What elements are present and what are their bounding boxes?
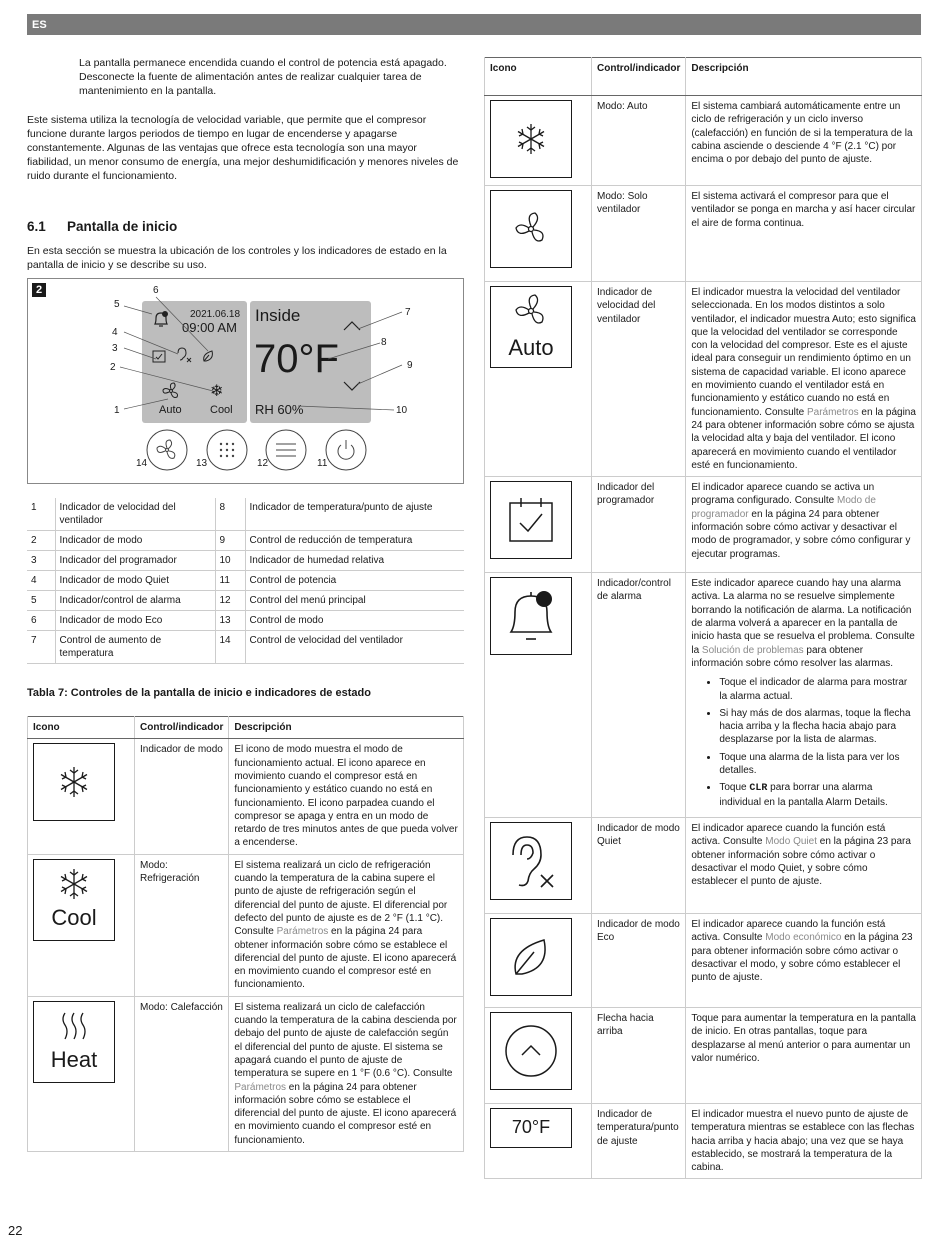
status-table-left xyxy=(27,716,464,1152)
table-row xyxy=(485,282,922,477)
snowflake-icon xyxy=(33,859,115,941)
calendar-check-icon xyxy=(490,481,572,559)
cross-reference-link[interactable]: Modo Quiet xyxy=(765,836,817,848)
legend-number: 3 xyxy=(27,551,55,571)
col-icon: Icono xyxy=(28,717,135,739)
legend-number: 14 xyxy=(215,631,245,664)
figure-legend xyxy=(27,498,464,664)
cross-reference-link[interactable]: Parámetros xyxy=(806,406,859,418)
home-screen-figure xyxy=(27,278,464,484)
description-cell xyxy=(229,739,464,854)
temperature-readout xyxy=(490,1108,572,1148)
legend-number: 6 xyxy=(27,611,55,631)
row-description: El indicador muestra la velocidad del ventilador seleccionada. En los modos distintos a solo ventilador, el indicador muestra Auto; esto significa que la velocidad del ventilador se corresponde con la velocidad del compresor. Este es el ajuste ideal para conseguir un rendimiento óptimo en un sistema de capacidad variable. El icono aparece en movimiento cuando el ventilador está en funcionamiento y estático cuando no está en funcionamiento. Consulte xyxy=(691,287,916,418)
cross-reference-link[interactable]: Parámetros xyxy=(276,926,329,938)
row-description: El sistema activará el compresor para que el ventilador se ponga en marcha y así hacer circular el aire de forma continua. xyxy=(691,191,916,229)
icon-cell xyxy=(485,282,592,477)
bullet-item: • Si hay más de dos alarmas, toque la flecha hacia arriba y la flecha hacia abajo para desplazarse por la lista de alarmas. xyxy=(719,707,916,747)
callout-7: 7 xyxy=(405,307,411,319)
fan-speed-label: Auto xyxy=(159,404,182,417)
row-description: Este indicador aparece cuando hay una alarma activa. La alarma no se resuelve simplemente borrando la notificación de alarma. La notificación de alarma volverá a aparecer en la pantalla de inicio hasta que se resuelva el problema. Consulte la xyxy=(691,578,915,656)
callout-1: 1 xyxy=(114,405,120,417)
icon-cell xyxy=(485,913,592,1007)
row-description: Toque para aumentar la temperatura en la pantalla de inicio. En otras pantallas, toque para desplazarse al menú anterior o para aumentar un valor numérico. xyxy=(691,1012,916,1064)
row-description: El indicador muestra el nuevo punto de ajuste de temperatura mientras se establece con las flechas hacia arriba y hacia abajo; una vez que se haya establecido, se mostrará la temperatura de la cabina. xyxy=(691,1108,915,1174)
control-name: Modo: Calefacción xyxy=(135,996,229,1151)
legend-row xyxy=(27,571,464,591)
col-description: Descripción xyxy=(686,58,922,96)
bullet-item: • Toque una alarma de la lista para ver los detalles. xyxy=(719,751,916,778)
callout-6: 6 xyxy=(153,285,159,297)
control-name: Flecha hacia arriba xyxy=(592,1007,686,1103)
control-name: Modo: Auto xyxy=(592,96,686,186)
snowflake-icon xyxy=(33,743,115,821)
icon-cell xyxy=(28,996,135,1151)
legend-description: Control de velocidad del ventilador xyxy=(245,631,464,664)
row-description: El indicador aparece cuando la función está activa. Consulte xyxy=(691,822,886,848)
row-description: El indicador aparece cuando se activa un programa configurado. Consulte xyxy=(691,482,875,507)
section-title: Pantalla de inicio xyxy=(67,218,178,234)
table-row xyxy=(485,1103,922,1178)
description-cell xyxy=(229,854,464,996)
bullet-item: • Toque el indicador de alarma para mostrar la alarma actual. xyxy=(719,676,916,703)
row-description: El sistema realizará un ciclo de calefacción cuando la temperatura de la cabina descienda por debajo del punto de ajuste de calefacción según el diferencial del punto de ajuste. El sistema se apagará cuando el punto de ajuste de temperatura se supere en 1 °F (0.6 °C). Consulte xyxy=(234,1001,457,1080)
screen-time: 09:00 AM xyxy=(182,320,237,336)
chevron-up-circle-icon xyxy=(490,1012,572,1090)
callout-12: 12 xyxy=(257,458,269,470)
row-description: El sistema realizará un ciclo de refrigeración cuando la temperatura de la cabina supere el punto de ajuste de refrigeración según el diferencial del punto de ajuste. El diferencial por defecto del punto de ajuste es de 2 °F (1.1 °C). Consulte xyxy=(234,859,448,938)
callout-3: 3 xyxy=(112,343,118,355)
legend-description: Control del menú principal xyxy=(245,591,464,611)
cross-reference-link[interactable]: Modo económico xyxy=(765,932,842,944)
icon-cell xyxy=(28,739,135,854)
bullet-item xyxy=(719,781,916,809)
table-row xyxy=(485,477,922,573)
cross-reference-link[interactable]: Parámetros xyxy=(234,1081,287,1093)
table-caption: Tabla 7: Controles de la pantalla de inicio e indicadores de estado xyxy=(27,687,371,700)
description-cell xyxy=(686,573,922,818)
icon-label: Auto xyxy=(508,335,554,361)
legend-number: 9 xyxy=(215,531,245,551)
cross-reference-link[interactable]: Modo de programador xyxy=(691,495,876,520)
control-name: Indicador de temperatura/punto de ajuste xyxy=(592,1103,686,1178)
callout-11: 11 xyxy=(317,458,328,470)
intro-paragraph: Este sistema utiliza la tecnología de velocidad variable, que permite que el compresor funcione durante largos periodos de tiempo en lugar de encenderse y apagarse constantemente. Algunas de las ventajas que ofrece esta tecnología son una mayor fiabilidad, un menor consumo de energía, una mejor deshumidificación y menores niveles de ruido durante el funcionamiento. xyxy=(27,113,459,182)
legend-row xyxy=(27,591,464,611)
bullet-text: para borrar una alarma individual en la pantalla Alarm Details. xyxy=(719,782,888,808)
table-row xyxy=(28,996,464,1151)
control-name: Indicador de modo Quiet xyxy=(592,817,686,913)
callout-lines xyxy=(28,279,465,485)
legend-description: Control de potencia xyxy=(245,571,464,591)
language-code: ES xyxy=(32,19,47,31)
control-name: Indicador del programador xyxy=(592,477,686,573)
legend-description: Indicador de modo Quiet xyxy=(55,571,215,591)
fan-icon xyxy=(490,286,572,368)
description-cell xyxy=(686,1103,922,1178)
icon-cell xyxy=(485,96,592,186)
row-description: para obtener información sobre cómo resolver las alarmas. xyxy=(691,644,894,669)
bullet-text: Toque xyxy=(719,782,750,794)
description-cell xyxy=(686,186,922,282)
control-name: Indicador de modo Eco xyxy=(592,913,686,1007)
legend-row xyxy=(27,551,464,571)
clr-key: CLR xyxy=(749,783,768,795)
icon-cell xyxy=(485,1103,592,1178)
callout-9: 9 xyxy=(407,360,413,372)
icon-label: Heat xyxy=(50,1047,98,1073)
col-control: Control/indicador xyxy=(592,58,686,96)
icon-cell xyxy=(485,1007,592,1103)
callout-13: 13 xyxy=(196,458,208,470)
callout-10: 10 xyxy=(396,405,408,417)
legend-description: Control de modo xyxy=(245,611,464,631)
control-name: Modo: Solo ventilador xyxy=(592,186,686,282)
legend-description: Indicador de modo Eco xyxy=(55,611,215,631)
legend-description: Indicador de humedad relativa xyxy=(245,551,464,571)
table-row xyxy=(485,817,922,913)
section-number: 6.1 xyxy=(27,218,46,234)
row-description: El indicador aparece cuando la función está activa. Consulte xyxy=(691,918,886,944)
callout-5: 5 xyxy=(114,299,120,311)
icon-cell xyxy=(485,817,592,913)
eco-leaf-icon xyxy=(490,918,572,996)
callout-4: 4 xyxy=(112,327,118,339)
icon-cell xyxy=(485,573,592,818)
screen-date: 2021.06.18 xyxy=(190,309,241,321)
legend-number: 7 xyxy=(27,631,55,664)
icon-label: 70°F xyxy=(511,1116,551,1137)
legend-number: 10 xyxy=(215,551,245,571)
row-description: El icono de modo muestra el modo de funcionamiento actual. El icono aparece en movimiento cuando el compresor está en funcionamiento y estático cuando no está en funcionamiento. El icono parpadea cuando el compresor se apaga y entra en un modo de retardo de tres minutos antes de que pueda volver a encenderse. xyxy=(234,744,458,849)
control-name: Indicador de modo xyxy=(135,739,229,854)
callout-8: 8 xyxy=(381,337,387,349)
legend-description: Indicador de modo xyxy=(55,531,215,551)
row-description: en la página 24 para obtener información sobre cómo se ajusta la velocidad alta y baja del ventilador. El icono aparecerá en movimiento cuando el ventilador esté en funcionamiento. xyxy=(691,406,916,471)
control-name: Indicador/control de alarma xyxy=(592,573,686,818)
bullet-list xyxy=(691,676,916,809)
description-cell xyxy=(686,282,922,477)
description-cell xyxy=(686,1007,922,1103)
icon-cell xyxy=(485,186,592,282)
legend-description: Indicador de velocidad del ventilador xyxy=(55,498,215,531)
legend-number: 2 xyxy=(27,531,55,551)
row-description: en la página 23 para obtener información sobre cómo activar o desactivar el modo Quiet, y sobre cómo establecer el punto de ajuste. xyxy=(691,836,911,888)
mode-label: Cool xyxy=(210,404,233,417)
power-note: La pantalla permanece encendida cuando el control de potencia está apagado. Desconecte la fuente de alimentación antes de realizar cualquier tarea de mantenimiento en la pantalla. xyxy=(79,57,447,97)
col-description: Descripción xyxy=(229,717,464,739)
inside-label: Inside xyxy=(255,306,301,326)
legend-number: 5 xyxy=(27,591,55,611)
legend-description: Indicador de temperatura/punto de ajuste xyxy=(245,498,464,531)
table-row xyxy=(485,1007,922,1103)
description-cell xyxy=(229,996,464,1151)
legend-number: 11 xyxy=(215,571,245,591)
table-row xyxy=(28,739,464,854)
language-bar xyxy=(27,14,921,35)
quiet-ear-icon xyxy=(490,822,572,900)
legend-description: Indicador/control de alarma xyxy=(55,591,215,611)
legend-number: 12 xyxy=(215,591,245,611)
status-table-right xyxy=(484,57,922,1179)
table-row xyxy=(28,854,464,996)
row-description: El sistema cambiará automáticamente entre un ciclo de refrigeración y un ciclo inverso (calefacción) en función de si la temperatura de la cabina asciende o desciende 4 °F (2.1 °C) por encima o por debajo del punto de ajuste. xyxy=(691,101,913,166)
bell-alert-icon xyxy=(490,577,572,655)
snowflake-icon: ❄ xyxy=(210,383,224,401)
legend-row xyxy=(27,631,464,664)
legend-number: 1 xyxy=(27,498,55,531)
table-row xyxy=(485,186,922,282)
page-number: 22 xyxy=(8,1223,23,1238)
legend-description: Control de aumento de temperatura xyxy=(55,631,215,664)
col-icon: Icono xyxy=(485,58,592,96)
description-cell xyxy=(686,96,922,186)
callout-2: 2 xyxy=(110,362,116,374)
section-text: En esta sección se muestra la ubicación de los controles y los indicadores de estado en la pantalla de inicio y se describe su uso. xyxy=(27,244,447,271)
row-description: en la página 24 para obtener información sobre cómo se establece el diferencial del punto de ajuste. El icono aparecerá en movimiento cuando el compresor esté en funcionamiento. xyxy=(234,926,457,991)
legend-number: 8 xyxy=(215,498,245,531)
icon-cell xyxy=(485,477,592,573)
icon-label: Cool xyxy=(51,905,97,931)
legend-description: Control de reducción de temperatura xyxy=(245,531,464,551)
section-heading xyxy=(27,218,464,236)
control-name: Indicador de velocidad del ventilador xyxy=(592,282,686,477)
description-cell xyxy=(686,477,922,573)
left-column xyxy=(27,57,464,1152)
row-description: en la página 24 para obtener información sobre cómo activar y desactivar el modo de programador, y sobre cómo configurar y ejecutar programas. xyxy=(691,508,911,560)
cross-reference-link[interactable]: Solución de problemas xyxy=(701,644,804,656)
row-description: en la página 24 para obtener información sobre cómo se establece el diferencial del punto de ajuste. El icono aparecerá en movimiento cuando el compresor esté en funcionamiento. xyxy=(234,1081,457,1146)
description-cell xyxy=(686,817,922,913)
icon-cell xyxy=(28,854,135,996)
snowflake-icon xyxy=(490,100,572,178)
legend-description: Indicador del programador xyxy=(55,551,215,571)
fan-icon xyxy=(490,190,572,268)
heat-waves-icon xyxy=(33,1001,115,1083)
table-row xyxy=(485,913,922,1007)
col-control: Control/indicador xyxy=(135,717,229,739)
table-row xyxy=(485,96,922,186)
legend-row xyxy=(27,498,464,531)
right-column xyxy=(484,57,922,1179)
table-row xyxy=(485,573,922,818)
callout-14: 14 xyxy=(136,458,148,470)
figure-number: 2 xyxy=(32,283,46,297)
description-cell xyxy=(686,913,922,1007)
humidity-readout: RH 60% xyxy=(255,402,304,418)
legend-number: 13 xyxy=(215,611,245,631)
control-name: Modo: Refrigeración xyxy=(135,854,229,996)
legend-number: 4 xyxy=(27,571,55,591)
row-description: en la página 23 para obtener información sobre cómo activar o desactivar el modo, y sobre cómo establecer el punto de ajuste. xyxy=(691,932,913,984)
legend-row xyxy=(27,531,464,551)
temperature-readout: 70°F xyxy=(254,337,339,382)
legend-row xyxy=(27,611,464,631)
